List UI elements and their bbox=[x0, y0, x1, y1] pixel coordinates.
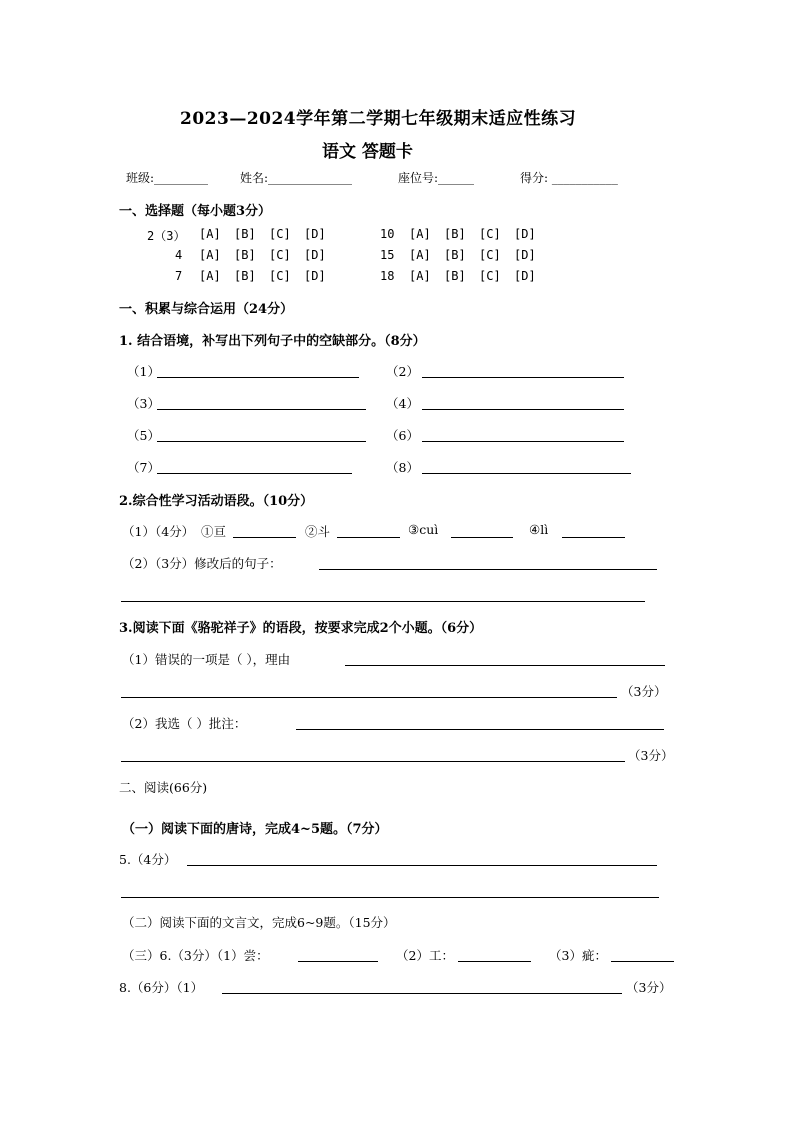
seat-field[interactable]: 座位号:______ bbox=[398, 171, 475, 185]
blank-label-2: （2） bbox=[386, 364, 419, 379]
reading-part-1: （一）阅读下面的唐诗，完成4~5题。（7分） bbox=[122, 822, 388, 837]
q2-blank-4[interactable] bbox=[562, 537, 625, 538]
question-2-title: 2.综合性学习活动语段。（10分） bbox=[119, 494, 314, 509]
q8-label: 8.（6分）（1） bbox=[119, 980, 204, 995]
choice-number: 18 bbox=[380, 269, 395, 283]
choice-option-a[interactable]: [A] bbox=[199, 269, 221, 283]
choice-option-c[interactable]: [C] bbox=[269, 227, 291, 241]
q2-part2-label: （2）（3分）修改后的句子： bbox=[122, 556, 282, 571]
choice-option-c[interactable]: [C] bbox=[479, 248, 501, 262]
q2-part1-label: （1）（4分） bbox=[122, 524, 195, 539]
blank-label-1: （1） bbox=[127, 364, 160, 379]
choice-section-heading: 一、选择题（每小题3分） bbox=[119, 204, 272, 219]
choice-option-d[interactable]: [D] bbox=[304, 227, 326, 241]
reading-part-2: （二）阅读下面的文言文，完成6~9题。（15分） bbox=[122, 915, 396, 930]
accum-section-heading: 一、积累与综合运用（24分） bbox=[119, 302, 294, 317]
answer-line-2[interactable] bbox=[422, 377, 624, 378]
choice-option-b[interactable]: [B] bbox=[444, 269, 466, 283]
score-field[interactable]: 得分: ___________ bbox=[520, 171, 618, 185]
q6-blank-1[interactable] bbox=[298, 961, 378, 962]
choice-number: 10 bbox=[380, 227, 395, 241]
blank-label-7: （7） bbox=[127, 460, 160, 475]
q2-item-1: ①亘 bbox=[201, 524, 227, 539]
choice-option-a[interactable]: [A] bbox=[409, 248, 431, 262]
blank-label-6: （6） bbox=[386, 428, 419, 443]
q3-answer-line-4[interactable] bbox=[121, 761, 625, 762]
choice-option-a[interactable]: [A] bbox=[409, 269, 431, 283]
answer-line-6[interactable] bbox=[422, 441, 624, 442]
choice-option-c[interactable]: [C] bbox=[269, 248, 291, 262]
choice-option-a[interactable]: [A] bbox=[199, 248, 221, 262]
answer-line-4[interactable] bbox=[422, 409, 624, 410]
choice-option-d[interactable]: [D] bbox=[304, 269, 326, 283]
choice-option-b[interactable]: [B] bbox=[234, 248, 256, 262]
question-3-title: 3.阅读下面《骆驼祥子》的语段，按要求完成2个小题。（6分） bbox=[119, 621, 483, 636]
q3-part2-score: （3分） bbox=[628, 748, 674, 763]
choice-option-d[interactable]: [D] bbox=[514, 269, 536, 283]
choice-option-d[interactable]: [D] bbox=[514, 227, 536, 241]
q6-part3-label: （3）疵： bbox=[549, 948, 607, 963]
q3-answer-line-3[interactable] bbox=[296, 729, 664, 730]
choice-option-d[interactable]: [D] bbox=[514, 248, 536, 262]
q3-part1-label: （1）错误的一项是（ ），理由 bbox=[122, 652, 291, 667]
q2-answer-line-1[interactable] bbox=[319, 569, 657, 570]
q3-answer-line-2[interactable] bbox=[121, 697, 617, 698]
q6-label: （三）6.（3分）（1）尝： bbox=[122, 948, 269, 963]
q2-item-3: ③cuì bbox=[408, 522, 439, 537]
q2-blank-2[interactable] bbox=[337, 537, 400, 538]
choice-number: 2（3） bbox=[147, 229, 186, 243]
q3-part1-score: （3分） bbox=[621, 684, 667, 699]
choice-option-a[interactable]: [A] bbox=[199, 227, 221, 241]
q2-blank-1[interactable] bbox=[233, 537, 296, 538]
q8-score: （3分） bbox=[626, 980, 672, 995]
choice-option-a[interactable]: [A] bbox=[409, 227, 431, 241]
choice-option-b[interactable]: [B] bbox=[444, 227, 466, 241]
choice-number: 15 bbox=[380, 248, 395, 262]
blank-label-5: （5） bbox=[127, 428, 160, 443]
q6-part2-label: （2）工： bbox=[396, 948, 454, 963]
choice-number: 4 bbox=[175, 248, 183, 262]
q8-answer-line-1[interactable] bbox=[222, 993, 622, 994]
answer-line-8[interactable] bbox=[422, 473, 631, 474]
choice-option-d[interactable]: [D] bbox=[304, 248, 326, 262]
q3-answer-line-1[interactable] bbox=[345, 665, 665, 666]
choice-option-c[interactable]: [C] bbox=[479, 269, 501, 283]
q6-blank-3[interactable] bbox=[611, 961, 674, 962]
answer-line-1[interactable] bbox=[157, 377, 359, 378]
q5-answer-line-2[interactable] bbox=[121, 897, 659, 898]
class-field[interactable]: 班级:_________ bbox=[126, 171, 209, 185]
name-field[interactable]: 姓名:______________ bbox=[240, 171, 353, 185]
q5-answer-line-1[interactable] bbox=[187, 865, 657, 866]
page-title: 2023—2024学年第二学期七年级期末适应性练习 bbox=[180, 109, 577, 129]
choice-option-b[interactable]: [B] bbox=[234, 227, 256, 241]
choice-number: 7 bbox=[175, 269, 183, 283]
choice-option-c[interactable]: [C] bbox=[269, 269, 291, 283]
choice-option-b[interactable]: [B] bbox=[444, 248, 466, 262]
q5-label: 5.（4分） bbox=[119, 852, 177, 867]
q6-blank-2[interactable] bbox=[458, 961, 531, 962]
answer-line-5[interactable] bbox=[157, 441, 366, 442]
choice-option-b[interactable]: [B] bbox=[234, 269, 256, 283]
blank-label-4: （4） bbox=[386, 396, 419, 411]
q2-item-4: ④lì bbox=[529, 522, 549, 537]
blank-label-3: （3） bbox=[127, 396, 160, 411]
q2-item-2: ②斗 bbox=[305, 524, 331, 539]
reading-section-heading: 二、阅读(66分) bbox=[119, 780, 208, 795]
page-subtitle: 语文 答题卡 bbox=[322, 142, 413, 162]
choice-option-c[interactable]: [C] bbox=[479, 227, 501, 241]
q3-part2-label: （2）我选（ ）批注： bbox=[122, 716, 247, 731]
answer-line-3[interactable] bbox=[157, 409, 366, 410]
question-1-title: 1. 结合语境，补写出下列句子中的空缺部分。（8分） bbox=[119, 334, 426, 349]
q2-blank-3[interactable] bbox=[451, 537, 513, 538]
answer-line-7[interactable] bbox=[157, 473, 352, 474]
q2-answer-line-2[interactable] bbox=[121, 601, 645, 602]
blank-label-8: （8） bbox=[386, 460, 419, 475]
